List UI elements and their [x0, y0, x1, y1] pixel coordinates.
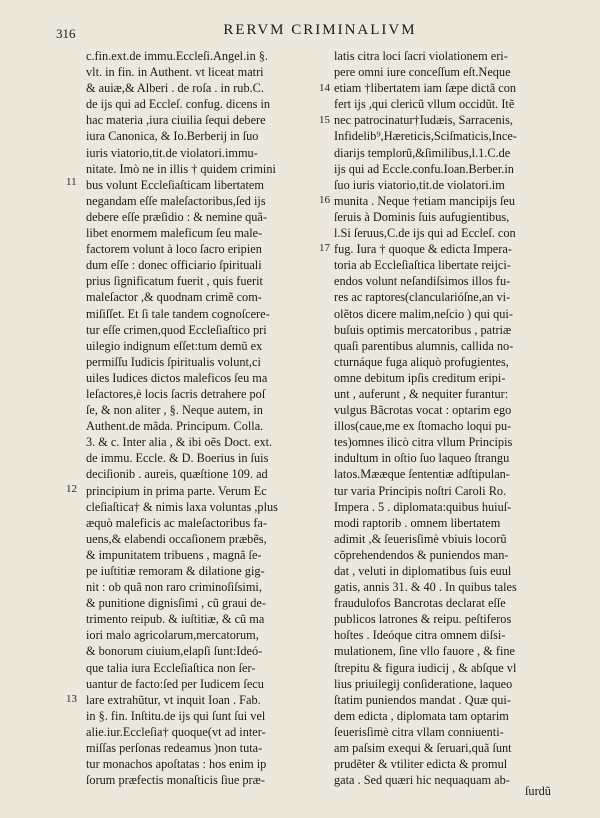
- text-line: debere eſſe præſidio : & nemine quã-: [86, 209, 267, 224]
- text-line: ſeruis à Dominis ſuis aufugientibus,: [334, 209, 510, 224]
- text-line: ijs qui ad Eccle.confu.Ioan.Berber.in: [334, 161, 514, 176]
- text-line: etiam †libertatem iam ſæpe dictã con: [334, 81, 516, 96]
- text-line: lare extrahũtur, vt inquit Ioan . Fab.: [86, 692, 261, 707]
- text-line: vulgus Bãcrotas vocat : optarim ego: [334, 403, 512, 418]
- text-line: res ac raptores(clancularióſne,an vi-: [334, 290, 511, 305]
- text-line: ſeuerisſimè citra vllam conniuenti-: [334, 724, 504, 739]
- text-line: & bonorum ciuium,elapſi ſunt:Ideó-: [86, 644, 263, 659]
- page-number: 316: [56, 26, 76, 41]
- text-line: ſe, & non aliter , §. Neque autem, in: [86, 403, 263, 418]
- text-line: leſactores,è locis ſacris detrahere poſ: [86, 386, 266, 401]
- text-line: latos.Mææque ſententiæ adſtipulan-: [334, 467, 510, 482]
- text-line: ſtatim puniendos mandat . Quæ qui-: [334, 692, 511, 707]
- text-line: buſuis optimis mercatoribus , patriæ: [334, 322, 512, 337]
- text-line: hac materia ,iura ciuilia ſequi debere: [86, 113, 266, 128]
- text-line: gatis, annis 31. & 40 . In quibus tales: [334, 580, 517, 595]
- text-line: 3. & c. Inter alia , & ibi oẽs Doct. ext.: [86, 435, 273, 450]
- text-line: unt , auferunt , & nequiter furantur:: [334, 386, 509, 401]
- text-line: endos volunt neſandiſsimos illos fu-: [334, 274, 511, 289]
- text-line: uens,& elabendi occaſionem præbẽs,: [86, 531, 267, 546]
- text-line: nec patrocinatur†Iudæis, Sarracenis,: [334, 113, 513, 128]
- margin-number-12: 12: [66, 483, 77, 495]
- text-line: pere omni iure conceſſum eſt.Neque: [334, 65, 511, 80]
- catchword: ſurdũ: [525, 784, 551, 798]
- text-line: mulationem, ſine vllo fauore , & fine: [334, 644, 515, 659]
- right-column: [334, 48, 560, 788]
- text-line: trimento reipub. & iuſtitiæ, & cũ ma: [86, 612, 265, 627]
- text-line: hoſtes . Ideóque citra omnem diſsi-: [334, 628, 506, 643]
- text-line: munita . Neque †etiam mancipijs ſeu: [334, 193, 515, 208]
- text-line: cturnáque fuga aliquò profugientes,: [334, 354, 509, 369]
- text-line: tes)omnes ilicò citra vllum Principis: [334, 435, 513, 450]
- text-line: de immu. Eccle. & D. Boerius in ſuis: [86, 451, 269, 466]
- text-line: quaſi parentibus alumnis, callida no-: [334, 338, 514, 353]
- margin-number-13: 13: [66, 693, 77, 705]
- text-line: dum eſſe : donec officiario ſpirituali: [86, 258, 262, 273]
- text-line: de ijs qui ad Eccleſ. confug. dicens in: [86, 97, 271, 112]
- text-line: omne debitum ipſis creditum eripi-: [334, 370, 506, 385]
- text-line: & punitione dignisſimi , cũ graui de-: [86, 596, 266, 611]
- text-line: iuris viatorio,tit.de violatori.immu-: [86, 145, 258, 160]
- text-line: prudẽter & vtiliter edicta & promul: [334, 757, 508, 772]
- text-line: modi raptorib . omnem libertatem: [334, 515, 501, 530]
- text-line: negandam eſſe maleſactoribus,ſed ijs: [86, 193, 266, 208]
- text-line: miſſas perſonas redeamus )non tuta-: [86, 741, 263, 756]
- text-line: Impera . 5 . diplomata:quibus huiuſ-: [334, 499, 512, 514]
- text-line: tur varia Principis noſtri Caroli Ro.: [334, 483, 507, 498]
- text-line: l.Si ſeruus,C.de ijs qui ad Eccleſ. con: [334, 226, 516, 241]
- text-line: iura Canonica, & Io.Berberij in ſuo: [86, 129, 259, 144]
- text-line: uilegio indignum eſſet:tum demũ ex: [86, 338, 263, 353]
- margin-number-15: 15: [319, 114, 330, 126]
- text-line: gata . Sed quæri hic nequaquam ab-: [334, 773, 510, 788]
- text-line: permiſſu Iudicis ſpiritualis volunt,ci: [86, 354, 261, 369]
- text-line: adimit ,& ſeuerisſimè vbiuis locorũ: [334, 531, 507, 546]
- text-line: miſiſſet. Et ſi tale tandem cognoſcere-: [86, 306, 270, 321]
- left-column: [86, 48, 318, 788]
- text-line: nitate. Imò ne in illis † quidem crimini: [86, 161, 276, 176]
- text-line: nit : ob quã non raro criminoſiſsimi,: [86, 580, 262, 595]
- text-line: diarijs templorũ,&ſimilibus,l.1.C.de: [334, 145, 511, 160]
- text-line: latis citra loci ſacri violationem eri-: [334, 49, 508, 63]
- text-line: alie.iur.Eccleſia† quoque(vt ad inter-: [86, 724, 266, 739]
- text-line: c.fin.ext.de immu.Eccleſi.Angel.in §.: [86, 49, 269, 63]
- text-line: olẽtos dicere malim,neſcio ) qui qui-: [334, 306, 513, 321]
- text-line: cleſiaſtica† & nimis laxa voluntas ,plus: [86, 499, 278, 514]
- text-line: bus volunt Eccleſiaſticam libertatem: [86, 177, 264, 192]
- text-line: ſorum præfectis monaſticis ſiue præ-: [86, 773, 265, 788]
- text-line: æquò maleficis ac maleſactoribus fa-: [86, 515, 267, 530]
- text-line: am paſsim exequi & ſeruari,quã ſunt: [334, 741, 512, 756]
- text-line: tur monachos apoſtatas : hos enim ip: [86, 757, 267, 772]
- text-line: maleſactor ,& quodnam crimẽ com-: [86, 290, 262, 305]
- margin-number-16: 16: [319, 194, 330, 206]
- text-line: factorem volunt à loco ſacro eripien: [86, 242, 262, 257]
- text-line: deciſionib . aureis, quæſtione 109. ad: [86, 467, 268, 482]
- text-line: toria ab Eccleſiaſtica libertate reijci-: [334, 258, 511, 273]
- text-line: in §. fin. Inſtitu.de ijs qui ſunt ſui vel: [86, 708, 266, 723]
- text-line: que talia iura Eccleſiaſtica non ſer-: [86, 660, 256, 675]
- text-line: & auiæ,& Alberi . de roſa . in rub.C.: [86, 81, 264, 96]
- text-line: fraudulofos Bancrotas declarat eſſe: [334, 596, 506, 611]
- text-line: fug. Iura † quoque & edicta Impera-: [334, 242, 512, 257]
- text-line: prius ſignificatum fuerit , quis fuerit: [86, 274, 263, 289]
- text-line: Authent.de mãda. Principum. Colla.: [86, 419, 264, 434]
- text-line: iori malo agricolarum,mercatorum,: [86, 628, 259, 643]
- text-line: vlt. in fin. in Authent. vt liceat matri: [86, 65, 264, 80]
- text-line: uiles Iudices dictos maleficos ſeu ma: [86, 370, 268, 385]
- text-line: illos(caue,me ex ſtomacho loqui pu-: [334, 419, 512, 434]
- margin-number-17: 17: [319, 242, 330, 254]
- text-line: ſtrepitu & figura iudicij , & abſque vl: [334, 660, 517, 675]
- text-line: & impunitatem tribuens , magnã ſe-: [86, 547, 262, 562]
- text-line: libet enormem maleficum ſeu male-: [86, 226, 263, 241]
- margin-number-14: 14: [319, 82, 330, 94]
- text-line: Infidelib⁹,Hæreticis,Sciſmaticis,Ince-: [334, 129, 517, 144]
- running-head: RERVM CRIMINALIVM: [223, 22, 417, 38]
- text-line: publicos latrones & reipu. peſtiferos: [334, 612, 512, 627]
- text-line: cõprehendendos & puniendos man-: [334, 547, 509, 562]
- text-line: tur eſſe crimen,quod Eccleſiaſtico pri: [86, 322, 267, 337]
- text-line: pe iuſtitiæ remoram & dilatione gig-: [86, 564, 265, 578]
- text-line: fert ijs ,qui clericũ vllum occidũt. Itẽ: [334, 97, 515, 112]
- text-line: uantur de facto:ſed per Iudicem ſecu: [86, 676, 264, 691]
- text-line: principium in prima parte. Verum Ec: [86, 483, 267, 498]
- text-line: lius priuilegij conſideratione, laqueo: [334, 676, 513, 691]
- text-line: dem edicta , diplomata tam optarim: [334, 708, 509, 723]
- text-line: ſuo iuris viatorio,tit.de violatori.im: [334, 177, 505, 192]
- text-line: indultum in oſtio ſuo laqueo ſtrangu: [334, 451, 510, 466]
- margin-number-11: 11: [66, 176, 77, 188]
- text-line: dat , veluti in diplomatibus ſuis euul: [334, 564, 512, 578]
